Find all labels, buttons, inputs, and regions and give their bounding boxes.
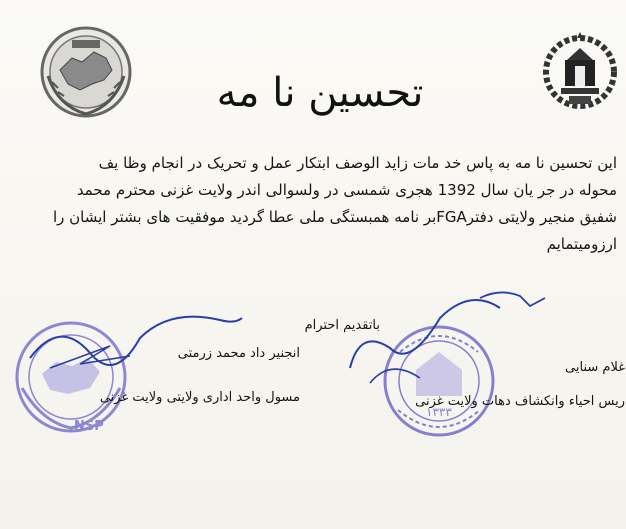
signatory-right-title: ریس احیاء وانکشاف دهات ولایت غزنی	[415, 394, 625, 409]
signatory-right-name: غلام سنایی	[565, 360, 625, 375]
signatory-left-title: مسول واحد اداری ولایتی ولایت غزنی	[99, 390, 300, 405]
stamp-left-label: NSP	[74, 419, 104, 434]
signatory-left-name: انجنیر داد محمد زرمتی	[177, 346, 300, 361]
body-line: شفیق منجیر ولایتی دفترFGAبر نامه همبستگی ملی عطا گردید موفقیت های بشتر ایشان را	[52, 208, 617, 226]
signatory-right	[335, 358, 625, 412]
body-line: محوله در جر یان سال 1392 هجری شمسی در ولسوالی اندر ولایت غزنی محترم محمد	[76, 181, 617, 199]
nsp-emblem-icon	[38, 24, 134, 120]
body-line: ارزومیتمایم	[546, 235, 617, 253]
signatory-left	[50, 344, 300, 408]
national-emblem-icon	[537, 28, 623, 114]
body-line: این تحسین نا مه به پاس خد مات زاید الوصف ابتکار عمل و تحریک در انجام وظا یف	[98, 154, 617, 172]
certificate-title: تحسین نا مه	[216, 70, 424, 116]
certificate-body	[35, 150, 617, 258]
regards-text: باتقدیم احترام	[304, 318, 380, 333]
stamp-right-year: ۱۳۳۳	[426, 405, 452, 419]
